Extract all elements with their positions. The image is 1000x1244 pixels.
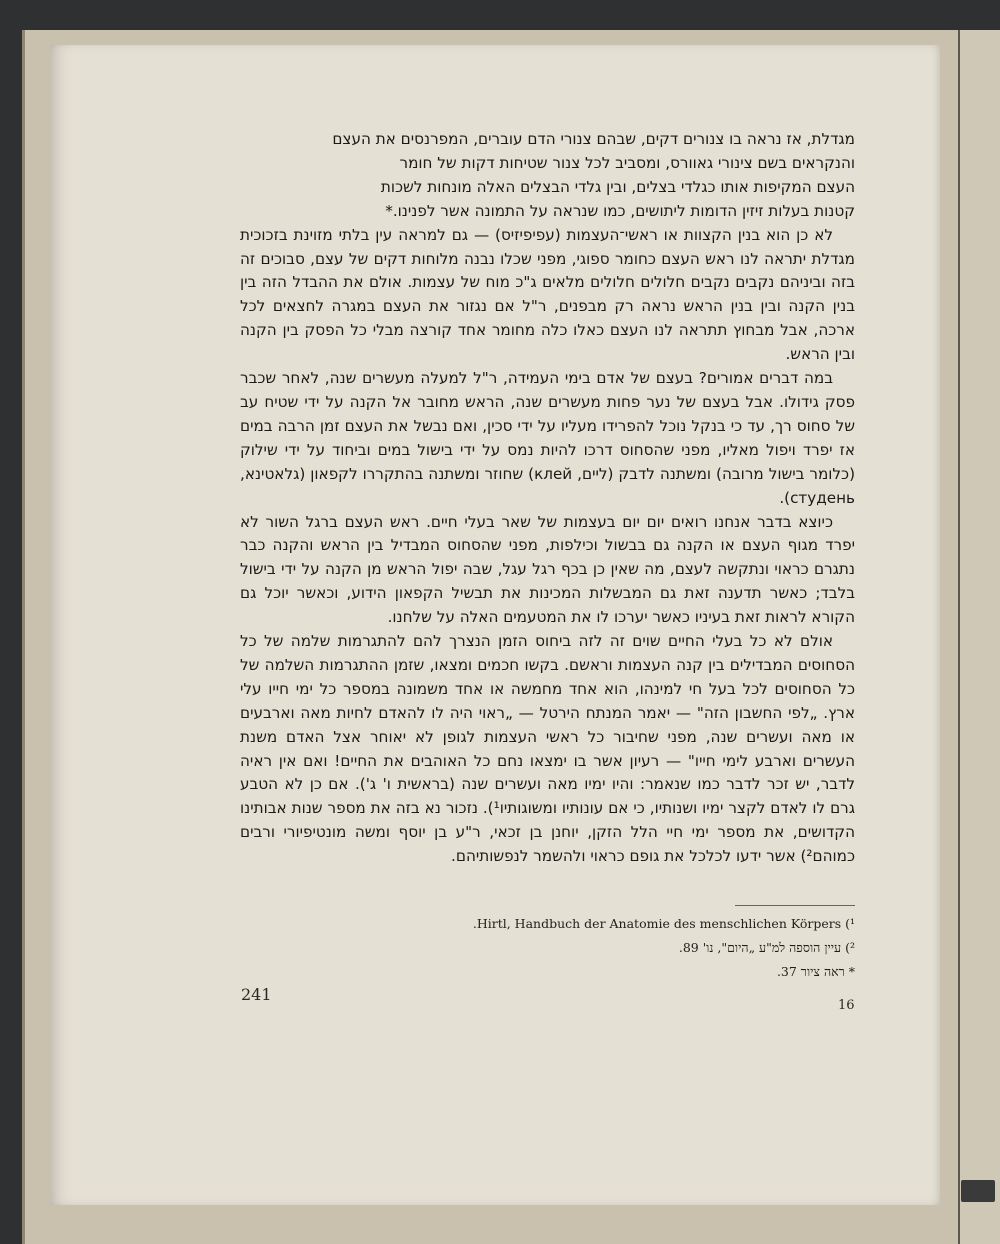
paragraph-2: במה דברים אמורים? בעצם של אדם בימי העמידה, ר"ל למעלה מעשרים שנה, לאחר שכבר פסק גידולו. אבל בעצם של נער פחות מעשרים שנה, הראש מחובר אל הקנה על ידי שטיח עב של סחוס רך, עד כי בנקל נוכל להפרידו מעליו על ידי סכין, ואם נבשל את העצם זמן הרבה במים אז יפרד ויפול מאליו, מפני שהסחוס דרכו להיות נמס על ידי בישול במים וביחוד על ידי שילוק (כלומר בישול מרובה) ומשתנה לדבק (ליים, клей) שחוזר ומשתנה בהתקררו לקפאון (גלאטינא, студень). (240, 369, 856, 507)
page-number: 241 (241, 985, 272, 1004)
footnote-1: Hirtl, Handbuch der Anatomie des menschlichen Körpers (¹. (472, 916, 855, 931)
paragraph-1: לא כן הוא בנין הקצוות או ראשי־העצמות (עפיפיזיס) — גם למראה עין בלתי מזוינת בזכוכית מגדלת יתראה לנו ראש העצם כחומר ספוגי, מפני שכלו נבנה מלוחות דקים של עצם, סבוכים זה בזה וביניהם נקבים נקבים חלולים חלולים מלאים ג"כ מוח של עצמות. אולם את ההבדל הזה בין בנין הקנה ובין בנין הראש נראה רק מבפנים, ר"ל אם נגזור את העצם במגרה לחצאים לכל ארכה, אבל מבחוץ תתראה לנו העצם כאלו כלה מחומר אחד קורצה מבלי כל הפסק בין הקנה ובין הראש. (240, 225, 855, 364)
footnote-2: ²) עיין הוספה למ"ע „היום", נו' 89. (678, 940, 855, 955)
paragraph-4: אולם לא כל בעלי החיים שוים זה לזה ביחוס הזמן הנצרך להם להתגרמות שלמה של כל הסחוסים המבדילים בין קנה העצמות וראשם. בקשו חכמים ומצאו, שזמן ההתגרמות השלמה של כל הסחוסים לכל בעל חי למינהו, הוא אחד מחמשה או אחד משמונה במספר כל ימי חייו עלי ארץ. „לפי החשבון הזה" — יאמר המנתח הירטל — „ראוי היה לו להאדם לחיות מאה וארבעים או מאה ועשרים שנה, מפני שחיבור כל ראשי העצמות לגופן לא יאוחר אצל האדם משנת העשרים וארבע לימי חייו" — רעיון אשר בו ימצאו נחם כל האוהבים את החיים! ואם אין ראיה לדבר, יש זכר לדבר כמו שנאמר: והיו ימיו מאה ועשרים שנה (בראשית ו' ג'). אם כן לא הטבע גרם לו לאדם לקצר ימיו ושנותיו, כי אם עונותיו ומשוגותיו¹). נזכור נא בזה את מספר שנות אבותינו הקדושים, את מספר ימי חיי הלל הזקן, יוחנן בן זכאי, ר"ע בן יוסף ומשה מונטיפיורי ורבים כמוהם²) אשר ידעו לכלכל את גופם כראוי ולהשמר לנפשותיהם. (240, 632, 856, 866)
opening-line-3: העצם המקיפות אותו כגלדי בצלים, ובין גלדי הבצלים האלה מונחות לשכות (380, 177, 855, 196)
main-text (240, 128, 855, 869)
opening-line-4: קטנות בעלות זיזין הדומות ליתושים, כמו שנראה על התמונה אשר לפנינו.* (385, 201, 855, 220)
signature-number: 16 (838, 998, 855, 1013)
next-page-edge (958, 30, 1000, 1244)
library-stamp (961, 1180, 995, 1202)
footnote-3: * ראה ציור 37. (776, 964, 855, 979)
paragraph-3: כיוצא בדבר אנחנו רואים יום יום בעצמות של שאר בעלי חיים. ראש העצם ברגל השור לא יפרד מגוף העצם או הקנה גם בבשול וכילפות, מפני שהסחוס המבדיל בין הראש והקנה כבר נתגרם כראוי ונתקשה לעצם, מה שאין כן בכף רגל עגל, שבה יפול הראש מן הקנה על ידי בישול בלבד; כאשר תדענה זאת גם המבשלות המכינות את תבשיל הקפאון הידוע, וכאשר יוכל גם הקורא לראות זאת בעיניו כאשר יערכו לו את המטעמים האלה על שלחנו. (240, 512, 855, 627)
footnote-divider (735, 905, 855, 906)
opening-line-1: מגדלת, אז נראה בו צנורים דקים, שבהם צנורי הדם עוברים, המפרנסים את העצם (332, 130, 855, 148)
opening-line-2: והנקראים בשם צינורי גאוורס, ומסביב לכל צנור שטיחות דקות של חומר (399, 153, 855, 172)
footnotes (420, 912, 855, 984)
